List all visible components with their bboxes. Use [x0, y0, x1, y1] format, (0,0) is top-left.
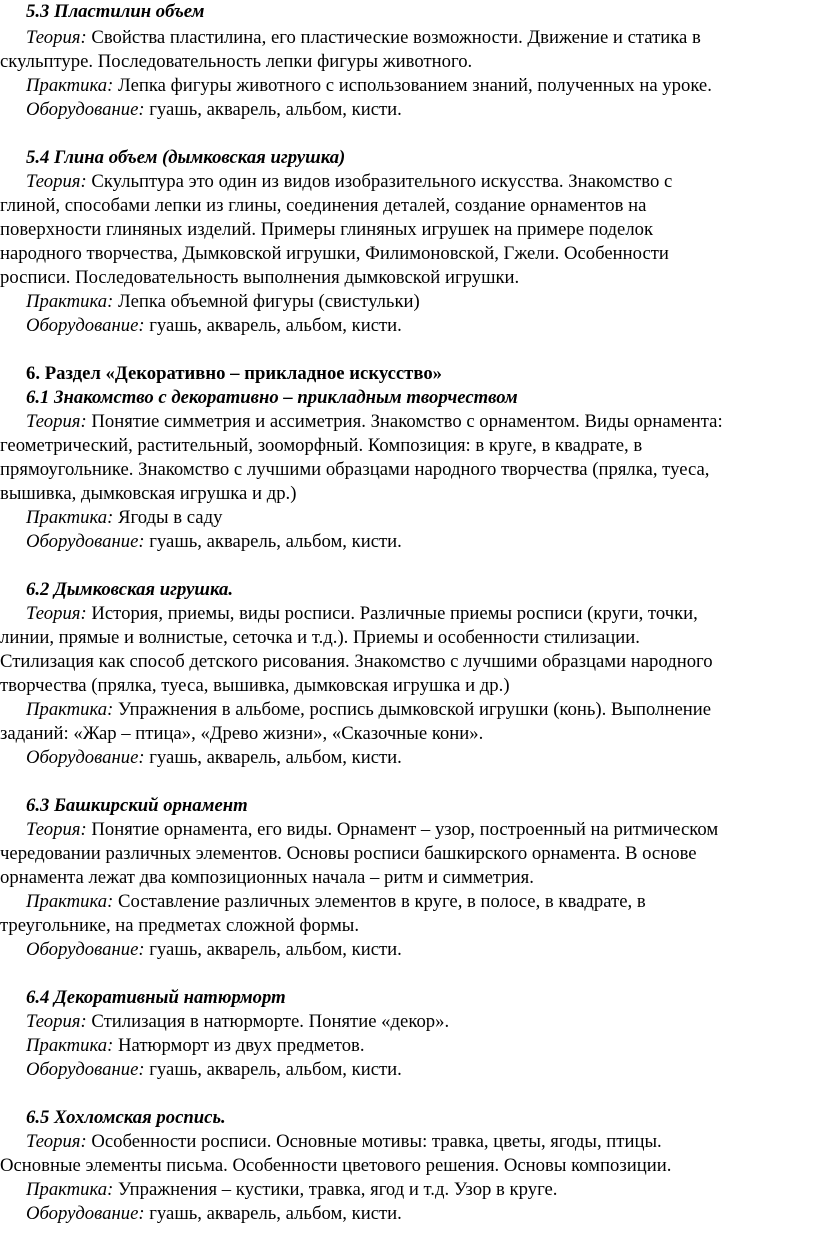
- section-5-4-equipment-line: [26, 314, 816, 338]
- equipment-label: Оборудование:: [26, 747, 145, 768]
- section-6-5-theory-line: [26, 1130, 816, 1154]
- section-6-5-title: 6.5 Хохломская роспись.: [26, 1107, 226, 1128]
- equipment-text: гуашь, акварель, альбом, кисти.: [144, 315, 402, 336]
- theory-label: Теория:: [26, 171, 87, 192]
- section-5-4-practice-line: [26, 290, 816, 314]
- practice-label: Практика:: [26, 75, 114, 96]
- section-6-2-practice-line: [26, 698, 816, 722]
- equipment-text: гуашь, акварель, альбом, кисти.: [144, 99, 402, 120]
- theory-text: Стилизация в натюрморте. Понятие «декор».: [86, 1011, 450, 1032]
- theory-text: История, приемы, виды росписи. Различные приемы росписи (круги, точки,: [86, 603, 698, 624]
- practice-text: Ягоды в саду: [113, 507, 223, 528]
- equipment-text: гуашь, акварель, альбом, кисти.: [144, 1059, 402, 1080]
- equipment-text: гуашь, акварель, альбом, кисти.: [144, 747, 402, 768]
- section-5-4-theory-cont: народного творчества, Дымковской игрушки, Филимоновской, Гжели. Особенности: [0, 243, 669, 264]
- section-6-1-equipment-line: [26, 530, 816, 554]
- practice-label: Практика:: [26, 291, 114, 312]
- practice-label: Практика:: [26, 1035, 114, 1056]
- section-5-3-title: 5.3 Пластилин объем: [26, 1, 205, 22]
- section-6-5-theory-cont: Основные элементы письма. Особенности цветового решения. Основы композиции.: [0, 1155, 672, 1176]
- equipment-text: гуашь, акварель, альбом, кисти.: [144, 1203, 402, 1224]
- section-6-4-equipment-line: [26, 1058, 816, 1082]
- practice-text: Лепка объемной фигуры (свистульки): [113, 291, 420, 312]
- practice-text: Упражнения – кустики, травка, ягод и т.д. Узор в круге.: [113, 1179, 558, 1200]
- practice-label: Практика:: [26, 891, 114, 912]
- theory-text: Особенности росписи. Основные мотивы: травка, цветы, ягоды, птицы.: [86, 1131, 662, 1152]
- section-6-3-theory-cont: орнамента лежат два композиционных начала – ритм и симметрия.: [0, 867, 534, 888]
- section-6-1-theory-cont: прямоугольнике. Знакомство с лучшими образцами народного творчества (прялка, туеса,: [0, 459, 710, 480]
- section-5-3-theory-cont: скульптуре. Последовательность лепки фигуры животного.: [0, 51, 473, 72]
- equipment-text: гуашь, акварель, альбом, кисти.: [144, 531, 402, 552]
- section-6-2-theory-cont: линии, прямые и волнистые, сеточка и т.д.). Приемы и особенности стилизации.: [0, 627, 640, 648]
- section-6-title: 6. Раздел «Декоративно – прикладное искусство»: [26, 363, 443, 384]
- section-6-4-theory-line: [26, 1010, 816, 1034]
- theory-label: Теория:: [26, 819, 87, 840]
- section-6-2-theory-cont: Стилизация как способ детского рисования. Знакомство с лучшими образцами народного: [0, 651, 713, 672]
- practice-text: Составление различных элементов в круге, в полосе, в квадрате, в: [113, 891, 646, 912]
- section-6-2-equipment-line: [26, 746, 816, 770]
- section-6-1-theory-cont: вышивка, дымковская игрушка и др.): [0, 483, 297, 504]
- section-6-3-theory-cont: чередовании различных элементов. Основы росписи башкирского орнамента. В основе: [0, 843, 697, 864]
- section-5-4-theory-cont: глиной, способами лепки из глины, соединения деталей, создание орнаментов на: [0, 195, 647, 216]
- practice-text: Лепка фигуры животного с использованием знаний, полученных на уроке.: [113, 75, 712, 96]
- equipment-label: Оборудование:: [26, 1059, 145, 1080]
- section-5-3-theory-line: [26, 26, 816, 50]
- section-6-1-title: 6.1 Знакомство с декоративно – прикладным творчеством: [26, 387, 518, 408]
- equipment-label: Оборудование:: [26, 939, 145, 960]
- theory-label: Теория:: [26, 27, 87, 48]
- section-6-1-theory-line: [26, 410, 816, 434]
- section-6-3-theory-line: [26, 818, 816, 842]
- equipment-label: Оборудование:: [26, 531, 145, 552]
- section-5-4-theory-cont: поверхности глиняных изделий. Примеры глиняных игрушек на примере поделок: [0, 219, 654, 240]
- section-6-5-equipment-line: [26, 1202, 816, 1226]
- practice-label: Практика:: [26, 1179, 114, 1200]
- section-6-2-theory-line: [26, 602, 816, 626]
- section-6-2-practice-cont: заданий: «Жар – птица», «Древо жизни», «Сказочные кони».: [0, 723, 484, 744]
- section-6-3-title: 6.3 Башкирский орнамент: [26, 795, 248, 816]
- section-6-2-title: 6.2 Дымковская игрушка.: [26, 579, 233, 600]
- practice-text: Упражнения в альбоме, роспись дымковской игрушки (конь). Выполнение: [113, 699, 712, 720]
- theory-text: Понятие орнамента, его виды. Орнамент – узор, построенный на ритмическом: [86, 819, 719, 840]
- section-6-3-practice-cont: треугольнике, на предметах сложной формы.: [0, 915, 359, 936]
- section-6-5-practice-line: [26, 1178, 816, 1202]
- section-6-4-practice-line: [26, 1034, 816, 1058]
- section-6-4-title: 6.4 Декоративный натюрморт: [26, 987, 286, 1008]
- theory-text: Скульптура это один из видов изобразительного искусства. Знакомство с: [86, 171, 673, 192]
- section-6-3-equipment-line: [26, 938, 816, 962]
- section-5-3-equipment-line: [26, 98, 816, 122]
- practice-label: Практика:: [26, 507, 114, 528]
- section-5-4-theory-cont: росписи. Последовательность выполнения дымковской игрушки.: [0, 267, 520, 288]
- theory-text: Понятие симметрия и ассиметрия. Знакомство с орнаментом. Виды орнамента:: [86, 411, 723, 432]
- theory-label: Теория:: [26, 1011, 87, 1032]
- section-6-1-practice-line: [26, 506, 816, 530]
- equipment-text: гуашь, акварель, альбом, кисти.: [144, 939, 402, 960]
- theory-label: Теория:: [26, 411, 87, 432]
- section-5-3-practice-line: [26, 74, 816, 98]
- practice-text: Натюрморт из двух предметов.: [113, 1035, 365, 1056]
- practice-label: Практика:: [26, 699, 114, 720]
- equipment-label: Оборудование:: [26, 99, 145, 120]
- section-6-1-theory-cont: геометрический, растительный, зооморфный. Композиция: в круге, в квадрате, в: [0, 435, 643, 456]
- section-5-4-title: 5.4 Глина объем (дымковская игрушка): [26, 147, 346, 168]
- section-6-3-practice-line: [26, 890, 816, 914]
- theory-label: Теория:: [26, 1131, 87, 1152]
- equipment-label: Оборудование:: [26, 315, 145, 336]
- section-5-4-theory-line: [26, 170, 816, 194]
- theory-text: Свойства пластилина, его пластические возможности. Движение и статика в: [86, 27, 701, 48]
- theory-label: Теория:: [26, 603, 87, 624]
- section-6-2-theory-cont: творчества (прялка, туеса, вышивка, дымковская игрушка и др.): [0, 675, 510, 696]
- equipment-label: Оборудование:: [26, 1203, 145, 1224]
